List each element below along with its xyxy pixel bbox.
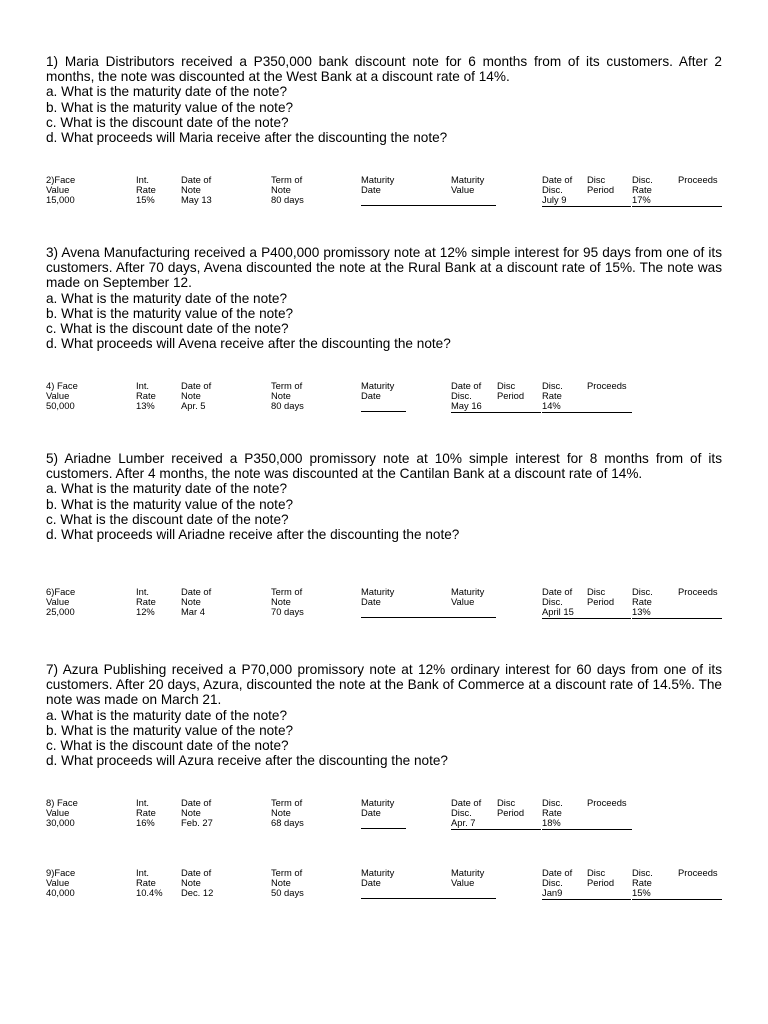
discount-rate-col: Disc. Rate 14% — [542, 381, 632, 413]
question-d: d. What proceeds will Avena receive after the discounting the note? — [46, 336, 451, 352]
question-b: b. What is the maturity value of the note? — [46, 99, 294, 115]
face-value-col: 2)Face Value 15,000 — [46, 174, 76, 206]
question-b: b. What is the maturity value of the note? — [46, 496, 294, 512]
question-c: c. What is the discount date of the note? — [46, 114, 289, 130]
face-value-col: 8) Face Value 30,000 — [46, 797, 78, 829]
proceeds-col: Proceeds — [678, 867, 718, 878]
maturity-date-col: Maturity Date — [361, 174, 395, 196]
maturity-date-col: Maturity Date — [361, 867, 395, 889]
term-col: Term of Note 80 days — [271, 380, 304, 412]
interest-rate-col: Int. Rate 16% — [136, 797, 156, 829]
face-value-col: 4) Face Value 50,000 — [46, 380, 78, 412]
date-of-note-col: Date of Note Feb. 27 — [181, 797, 213, 829]
question-c: c. What is the discount date of the note? — [46, 511, 289, 527]
face-value-col: 6)Face Value 25,000 — [46, 586, 76, 618]
term-col: Term of Note 70 days — [271, 586, 304, 618]
proceeds-col: Proceeds — [678, 586, 718, 597]
problem-5 — [46, 451, 722, 542]
maturity-date-col: Maturity Date — [361, 586, 395, 608]
question-c: c. What is the discount date of the note? — [46, 321, 289, 337]
discount-rate-col: Disc. Rate 17% — [632, 175, 722, 207]
question-c: c. What is the discount date of the note? — [46, 738, 289, 754]
discount-rate-col: Disc. Rate 13% — [632, 587, 722, 619]
question-b: b. What is the maturity value of the note? — [46, 305, 294, 321]
date-of-note-col: Date of Note May 13 — [181, 174, 212, 206]
proceeds-col: Proceeds — [587, 380, 627, 391]
interest-rate-col: Int. Rate 15% — [136, 174, 156, 206]
discount-period-col: Disc Period — [497, 380, 525, 402]
maturity-value-col: Maturity Value — [451, 867, 485, 889]
discount-rate-col: Disc. Rate 18% — [542, 798, 632, 830]
term-col: Term of Note 68 days — [271, 797, 304, 829]
maturity-answer-blank[interactable] — [361, 608, 496, 618]
problem-statement: 3) Avena Manufacturing received a P400,000 promissory note at 12% simple interest for 95 days from one of its customers. After 70 days, Avena discounted the note at the Rural Bank at a discount rate of 15%. The note was made on September 12. — [46, 245, 722, 291]
maturity-value-col: Maturity Value — [451, 586, 485, 608]
discount-period-col: Disc Period — [587, 174, 615, 196]
question-a: a. What is the maturity date of the note? — [46, 707, 288, 723]
discount-period-col: Disc Period — [587, 867, 615, 889]
date-of-discount-col: Date of Disc. May 16 — [451, 381, 541, 413]
date-of-note-col: Date of Note Mar 4 — [181, 586, 212, 618]
question-a: a. What is the maturity date of the note? — [46, 84, 288, 100]
maturity-answer-blank[interactable] — [361, 889, 496, 899]
date-of-discount-col: Date of Disc. Jan9 — [542, 868, 631, 900]
date-of-discount-col: Date of Disc. July 9 — [542, 175, 631, 207]
discount-period-col: Disc Period — [497, 797, 525, 819]
problem-7 — [46, 662, 722, 768]
date-of-note-col: Date of Note Apr. 5 — [181, 380, 212, 412]
term-col: Term of Note 80 days — [271, 174, 304, 206]
problem-3 — [46, 245, 722, 351]
date-of-note-col: Date of Note Dec. 12 — [181, 867, 214, 899]
maturity-date-col: Maturity Date — [361, 380, 395, 402]
discount-rate-col: Disc. Rate 15% — [632, 868, 722, 900]
interest-rate-col: Int. Rate 12% — [136, 586, 156, 618]
problem-statement: 5) Ariadne Lumber received a P350,000 promissory note at 10% simple interest for 8 months from of its customers. After 4 months, the note was discounted at the Cantilan Bank at a discount rate of 14%. — [46, 451, 722, 482]
question-a: a. What is the maturity date of the note? — [46, 290, 288, 306]
interest-rate-col: Int. Rate 13% — [136, 380, 156, 412]
problem-statement: 1) Maria Distributors received a P350,000 bank discount note for 6 months from of its customers. After 2 months, the note was discounted at the West Bank at a discount rate of 14%. — [46, 54, 722, 85]
face-value-col: 9)Face Value 40,000 — [46, 867, 76, 899]
problem-statement: 7) Azura Publishing received a P70,000 promissory note at 12% ordinary interest for 60 days from one of its customers. After 20 days, Azura, discounted the note at the Bank of Commerce at a discount rate of 14.5%. The note was made on March 21. — [46, 662, 722, 708]
maturity-answer-blank[interactable] — [361, 402, 406, 412]
maturity-answer-blank[interactable] — [361, 819, 406, 829]
question-d: d. What proceeds will Azura receive after the discounting the note? — [46, 753, 448, 769]
question-a: a. What is the maturity date of the note? — [46, 481, 288, 497]
maturity-answer-blank[interactable] — [361, 196, 496, 206]
interest-rate-col: Int. Rate 10.4% — [136, 867, 163, 899]
discount-period-col: Disc Period — [587, 586, 615, 608]
question-d: d. What proceeds will Ariadne receive after the discounting the note? — [46, 527, 460, 543]
proceeds-col: Proceeds — [678, 174, 718, 185]
maturity-value-col: Maturity Value — [451, 174, 485, 196]
maturity-date-col: Maturity Date — [361, 797, 395, 819]
question-b: b. What is the maturity value of the note? — [46, 722, 294, 738]
proceeds-col: Proceeds — [587, 797, 627, 808]
term-col: Term of Note 50 days — [271, 867, 304, 899]
question-d: d. What proceeds will Maria receive after the discounting the note? — [46, 130, 448, 146]
date-of-discount-col: Date of Disc. Apr. 7 — [451, 798, 541, 830]
date-of-discount-col: Date of Disc. April 15 — [542, 587, 631, 619]
problem-1 — [46, 54, 722, 145]
